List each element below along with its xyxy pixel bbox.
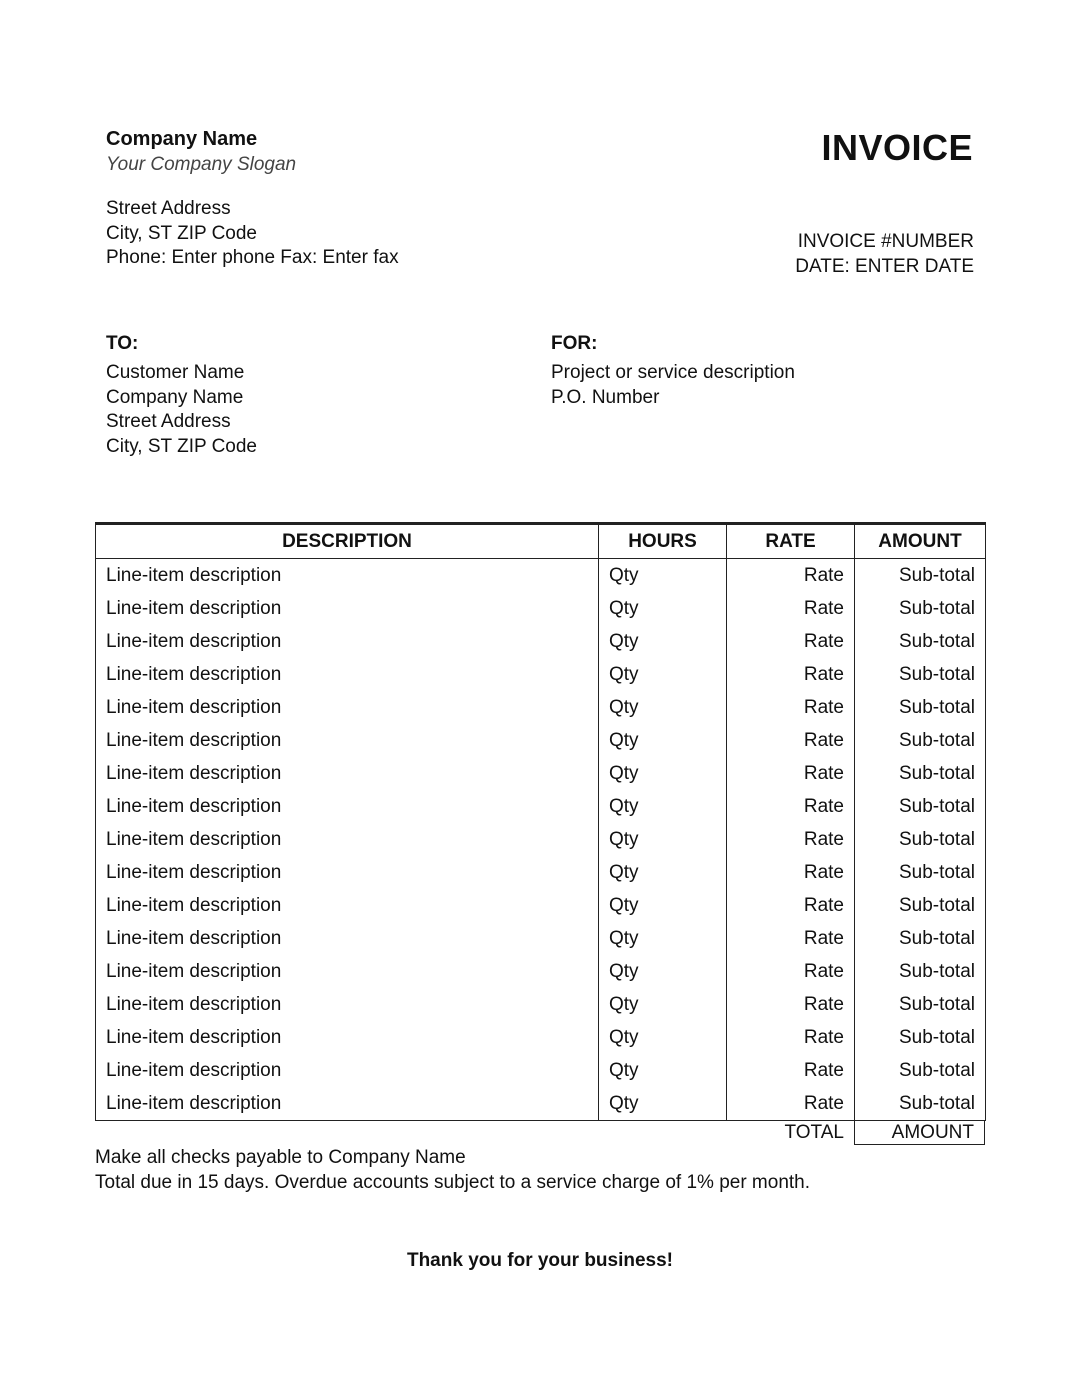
table-row <box>96 856 986 889</box>
row-rate: Rate <box>727 823 855 856</box>
row-description: Line-item description <box>96 856 599 889</box>
row-rate: Rate <box>727 724 855 757</box>
row-hours: Qty <box>599 691 727 724</box>
row-rate: Rate <box>727 790 855 823</box>
company-name: Company Name <box>106 128 258 150</box>
row-amount: Sub-total <box>855 1054 986 1087</box>
row-rate: Rate <box>727 1021 855 1054</box>
total-label: TOTAL <box>784 1122 844 1143</box>
table-row <box>96 1021 986 1054</box>
table-row <box>96 757 986 790</box>
row-amount: Sub-total <box>855 1087 986 1121</box>
to-company-name: Company Name <box>106 386 244 408</box>
row-hours: Qty <box>599 790 727 823</box>
row-description: Line-item description <box>96 559 599 593</box>
table-row <box>96 724 986 757</box>
row-description: Line-item description <box>96 922 599 955</box>
to-city: City, ST ZIP Code <box>106 435 257 457</box>
table-body <box>96 559 986 1121</box>
total-row <box>95 1120 985 1147</box>
table-row <box>96 823 986 856</box>
row-hours: Qty <box>599 856 727 889</box>
table-row <box>96 790 986 823</box>
row-description: Line-item description <box>96 625 599 658</box>
company-phone-fax: Phone: Enter phone Fax: Enter fax <box>106 247 399 269</box>
row-rate: Rate <box>727 1054 855 1087</box>
table-row <box>96 658 986 691</box>
row-hours: Qty <box>599 559 727 593</box>
table-row <box>96 922 986 955</box>
table-row <box>96 1054 986 1087</box>
row-hours: Qty <box>599 724 727 757</box>
row-amount: Sub-total <box>855 1021 986 1054</box>
row-amount: Sub-total <box>855 889 986 922</box>
table-row <box>96 625 986 658</box>
for-project: Project or service description <box>551 362 795 383</box>
table-row <box>96 691 986 724</box>
row-rate: Rate <box>727 922 855 955</box>
row-rate: Rate <box>727 856 855 889</box>
row-amount: Sub-total <box>855 856 986 889</box>
row-amount: Sub-total <box>855 592 986 625</box>
row-hours: Qty <box>599 955 727 988</box>
table-header-row <box>96 524 986 559</box>
company-address <box>106 197 399 271</box>
company-street: Street Address <box>106 198 231 219</box>
row-hours: Qty <box>599 823 727 856</box>
invoice-number: INVOICE #NUMBER <box>797 231 974 252</box>
header-description: DESCRIPTION <box>96 524 599 559</box>
row-rate: Rate <box>727 757 855 790</box>
row-rate: Rate <box>727 889 855 922</box>
table-row <box>96 1087 986 1121</box>
row-rate: Rate <box>727 691 855 724</box>
table-row <box>96 988 986 1021</box>
row-hours: Qty <box>599 889 727 922</box>
row-description: Line-item description <box>96 592 599 625</box>
row-hours: Qty <box>599 1021 727 1054</box>
row-description: Line-item description <box>96 1087 599 1121</box>
row-description: Line-item description <box>96 823 599 856</box>
row-hours: Qty <box>599 757 727 790</box>
header-hours: HOURS <box>599 524 727 559</box>
row-description: Line-item description <box>96 757 599 790</box>
company-slogan: Your Company Slogan <box>106 154 297 175</box>
row-amount: Sub-total <box>855 691 986 724</box>
row-amount: Sub-total <box>855 757 986 790</box>
payable-note: Make all checks payable to Company Name <box>95 1147 466 1168</box>
row-description: Line-item description <box>96 691 599 724</box>
row-hours: Qty <box>599 988 727 1021</box>
row-amount: Sub-total <box>855 988 986 1021</box>
row-description: Line-item description <box>96 1021 599 1054</box>
total-amount: AMOUNT <box>854 1120 985 1145</box>
row-hours: Qty <box>599 1054 727 1087</box>
row-amount: Sub-total <box>855 625 986 658</box>
row-rate: Rate <box>727 1087 855 1121</box>
row-hours: Qty <box>599 625 727 658</box>
row-description: Line-item description <box>96 889 599 922</box>
for-label: FOR: <box>551 333 598 354</box>
row-description: Line-item description <box>96 1054 599 1087</box>
row-description: Line-item description <box>96 658 599 691</box>
row-hours: Qty <box>599 922 727 955</box>
table-row <box>96 889 986 922</box>
row-description: Line-item description <box>96 988 599 1021</box>
row-amount: Sub-total <box>855 823 986 856</box>
row-amount: Sub-total <box>855 724 986 757</box>
to-label: TO: <box>106 333 139 354</box>
to-street: Street Address <box>106 411 231 433</box>
table-row <box>96 955 986 988</box>
row-rate: Rate <box>727 592 855 625</box>
row-rate: Rate <box>727 658 855 691</box>
invoice-meta <box>795 230 974 279</box>
table-row <box>96 592 986 625</box>
header-amount: AMOUNT <box>855 524 986 559</box>
row-hours: Qty <box>599 1087 727 1121</box>
header-rate: RATE <box>727 524 855 559</box>
table-row <box>96 559 986 593</box>
row-amount: Sub-total <box>855 922 986 955</box>
row-amount: Sub-total <box>855 955 986 988</box>
terms-note: Total due in 15 days. Overdue accounts subject to a service charge of 1% per month. <box>95 1171 811 1193</box>
row-hours: Qty <box>599 658 727 691</box>
company-block <box>106 125 399 271</box>
invoice-title: INVOICE <box>821 127 973 168</box>
thank-you-message: Thank you for your business! <box>406 1250 674 1271</box>
row-amount: Sub-total <box>855 658 986 691</box>
row-rate: Rate <box>727 625 855 658</box>
line-items-table <box>95 522 986 1121</box>
row-rate: Rate <box>727 988 855 1021</box>
row-description: Line-item description <box>96 724 599 757</box>
invoice-date: DATE: ENTER DATE <box>795 255 974 277</box>
for-block <box>551 331 795 410</box>
bill-to-block <box>106 331 257 459</box>
to-customer-name: Customer Name <box>106 362 245 383</box>
company-city: City, ST ZIP Code <box>106 222 257 244</box>
row-amount: Sub-total <box>855 559 986 593</box>
payment-notes <box>95 1146 810 1195</box>
row-description: Line-item description <box>96 790 599 823</box>
row-rate: Rate <box>727 559 855 593</box>
row-rate: Rate <box>727 955 855 988</box>
row-description: Line-item description <box>96 955 599 988</box>
row-amount: Sub-total <box>855 790 986 823</box>
row-hours: Qty <box>599 592 727 625</box>
for-po-number: P.O. Number <box>551 386 660 408</box>
